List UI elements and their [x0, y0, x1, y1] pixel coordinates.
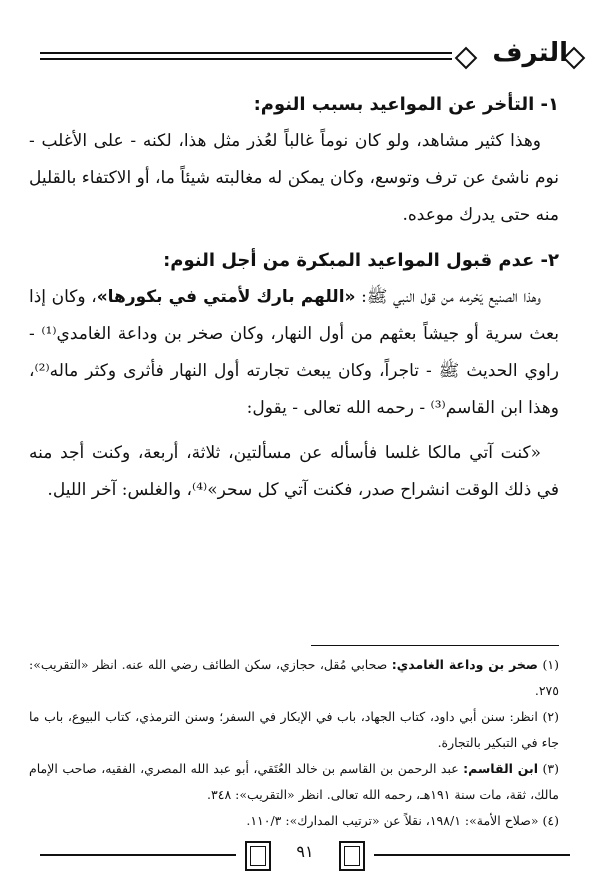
running-header	[40, 36, 568, 76]
header-rule	[40, 58, 452, 60]
paragraph-lead: وهذا الصنيع يَحْرمه من قول النبي ﷺ:	[355, 287, 541, 307]
footnote-text: انظر: سنن أبي داود، كتاب الجهاد، باب في الإبكار في السفر؛ وسنن الترمذي، كتاب البيوع، باب ما جاء في التبكير بالتجارة.	[29, 709, 559, 750]
section-heading: ٢- عدم قبول المواعيد المبكرة من أجل النوم:	[163, 250, 559, 271]
section-heading: ١- التأخر عن المواعيد بسبب النوم:	[253, 94, 559, 115]
footnote	[29, 808, 559, 834]
footnote-text: عبد الرحمن بن القاسم بن خالد العُتَقي، أبو عبد الله المصري، الفقيه، صاحب الإمام مالك، ثقة، مات سنة ١٩١هـ، رحمه الله تعالى. انظر «التقريب»: ٣٤٨.	[29, 761, 559, 802]
footnote-separator	[311, 645, 559, 646]
page-footer	[40, 838, 570, 868]
footnote-number: (١)	[542, 657, 559, 672]
footnote-number: (٤)	[542, 813, 559, 828]
diamond-ornament-icon	[455, 47, 478, 70]
footnote-number: (٣)	[542, 761, 559, 776]
quote-paragraph: «كنت آتي مالكا غلسا فأسأله عن مسألتين، ثلاثة، أربعة، وكنت أجد منه في ذلك الوقت انشراح صدر، فكنت آتي كل سحر»⁽⁴⁾، والغلس: آخر الليل.	[29, 443, 559, 500]
main-text	[29, 86, 559, 509]
footnote-text: صحابي مُقل، حجازي، سكن الطائف رضي الله عنه. انظر «التقريب»: ٢٧٥.	[29, 657, 559, 698]
footnotes	[29, 652, 559, 834]
footer-rule	[374, 854, 570, 856]
footnote	[29, 704, 559, 756]
page-number: ٩١	[296, 842, 314, 861]
page-frame-icon	[245, 841, 271, 871]
footer-rule	[40, 854, 236, 856]
footnote	[29, 652, 559, 704]
footnote-number: (٢)	[542, 709, 559, 724]
header-rule	[40, 52, 452, 54]
header-title: الترف	[492, 38, 568, 68]
paragraph: وهذا كثير مشاهد، ولو كان نوماً غالباً لعُذر مثل هذا، لكنه - على الأغلب - نوم ناشئ عن ترف وتوسع، وكان يمكن له مغالبته شيئاً ما، أو الاكتفاء بالقليل منه حتى يدرك موعده.	[29, 131, 559, 225]
footnote-text: «صلاح الأمة»: ١٩٨/١، نقلاً عن «ترتيب المدارك»: ١١٠/٣.	[246, 813, 543, 828]
footnote-term: صخر بن وداعة الغامدي:	[391, 657, 538, 672]
footnote	[29, 756, 559, 808]
hadith-quote: «اللهم بارك لأمتي في بكورها»	[96, 287, 356, 307]
paragraph-rest: ، وكان إذا بعث سرية أو جيشاً بعثهم من أول النهار، وكان صخر بن وداعة الغامدي⁽¹⁾ - راوي الحديث ﷺ - تاجراً، وكان يبعث تجارته أول النهار فأثرى وكثر ماله⁽²⁾، وهذا ابن القاسم⁽³⁾ - رحمه الله تعالى - يقول:	[29, 287, 559, 418]
paragraph	[29, 279, 559, 427]
footnote-term: ابن القاسم:	[463, 761, 539, 776]
page-frame-icon	[339, 841, 365, 871]
